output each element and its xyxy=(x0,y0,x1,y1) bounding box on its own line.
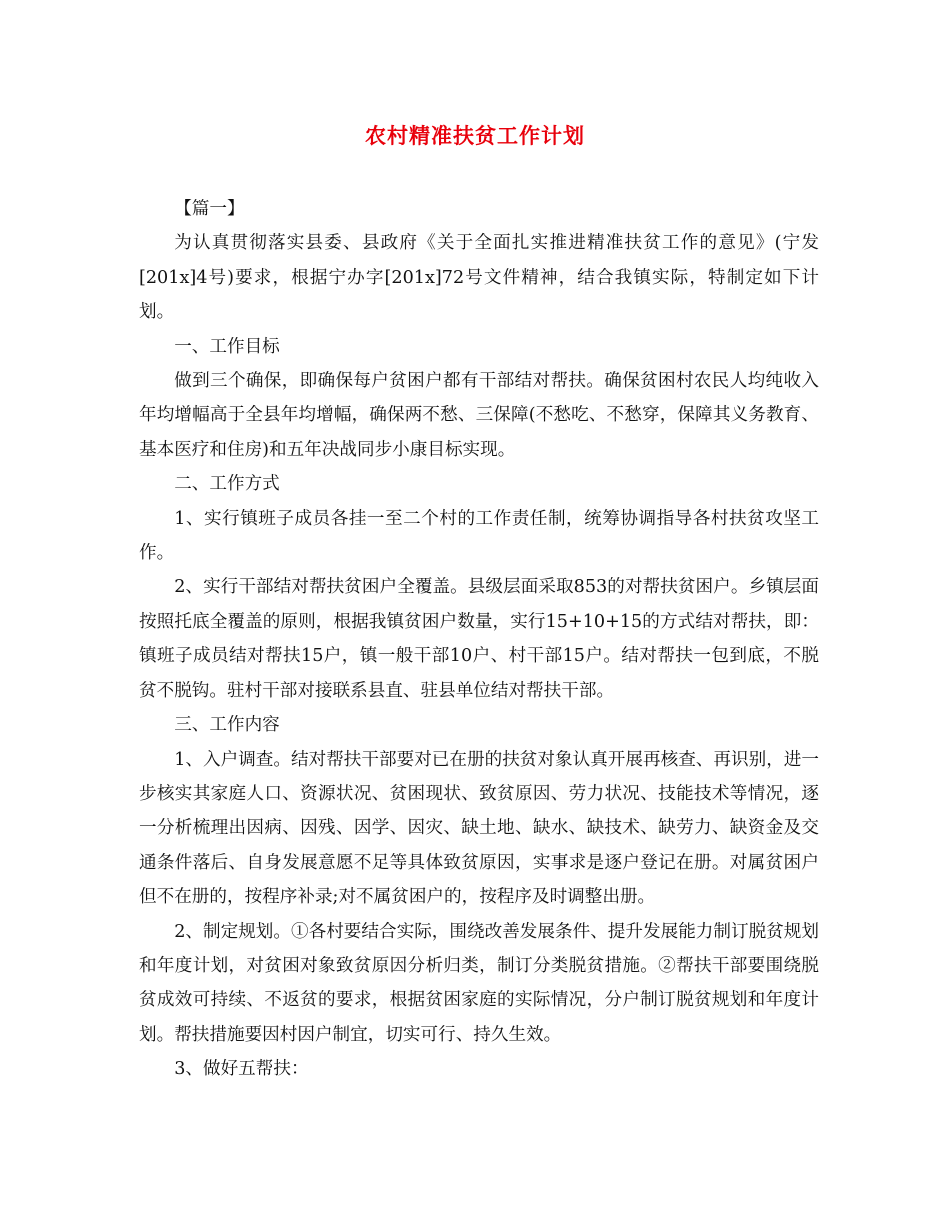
heading-work-goals: 一、工作目标 xyxy=(174,336,280,357)
document-title: 农村精准扶贫工作计划 xyxy=(365,124,585,148)
paragraph-method-1: 1、实行镇班子成员各挂一至二个村的工作责任制，统筹协调指导各村扶贫攻坚工作。 xyxy=(139,508,819,564)
paragraph-method-2: 2、实行干部结对帮扶贫困户全覆盖。县级层面采取853的对帮扶贫困户。乡镇层面按照托底全覆盖的原则，根据我镇贫困户数量，实行15+10+15的方式结对帮扶，即：镇班子成员结对帮扶15户，镇一般干部10户、村干部15户。结对帮扶一包到底，不脱贫不脱钩。驻村干部对接联系县直、驻县单位结对帮扶干部。 xyxy=(139,577,819,701)
paragraph-work-goals: 做到三个确保，即确保每户贫困户都有干部结对帮扶。确保贫困村农民人均纯收入年均增幅高于全县年均增幅，确保两不愁、三保障(不愁吃、不愁穿，保障其义务教育、基本医疗和住房)和五年决战同步小康目标实现。 xyxy=(139,371,819,460)
paragraph-content-3: 3、做好五帮扶： xyxy=(174,1059,309,1080)
intro-paragraph: 为认真贯彻落实县委、县政府《关于全面扎实推进精准扶贫工作的意见》(宁发[201x]4号)要求，根据宁办字[201x]72号文件精神，结合我镇实际，特制定如下计划。 xyxy=(139,233,819,323)
heading-work-methods: 二、工作方式 xyxy=(174,474,280,495)
paragraph-content-1: 1、入户调查。结对帮扶干部要对已在册的扶贫对象认真开展再核查、再识别，进一步核实其家庭人口、资源状况、贫困现状、致贫原因、劳力状况、技能技术等情况，逐一分析梳理出因病、因残、因学、因灾、缺土地、缺水、缺技术、缺劳力、缺资金及交通条件落后、自身发展意愿不足等具体致贫原因，实事求是逐户登记在册。对属贫困户但不在册的，按程序补录;对不属贫困户的，按程序及时调整出册。 xyxy=(139,749,819,908)
paragraph-content-2: 2、制定规划。①各村要结合实际，围绕改善发展条件、提升发展能力制订脱贫规划和年度计划，对贫困对象致贫原因分析归类，制订分类脱贫措施。②帮扶干部要围绕脱贫成效可持续、不返贫的要求，根据贫困家庭的实际情况，分户制订脱贫规划和年度计划。帮扶措施要因村因户制宜，切实可行、持久生效。 xyxy=(139,921,819,1045)
heading-work-content: 三、工作内容 xyxy=(174,715,280,736)
document-body xyxy=(139,192,819,1087)
section-marker: 【篇一】 xyxy=(174,199,245,219)
